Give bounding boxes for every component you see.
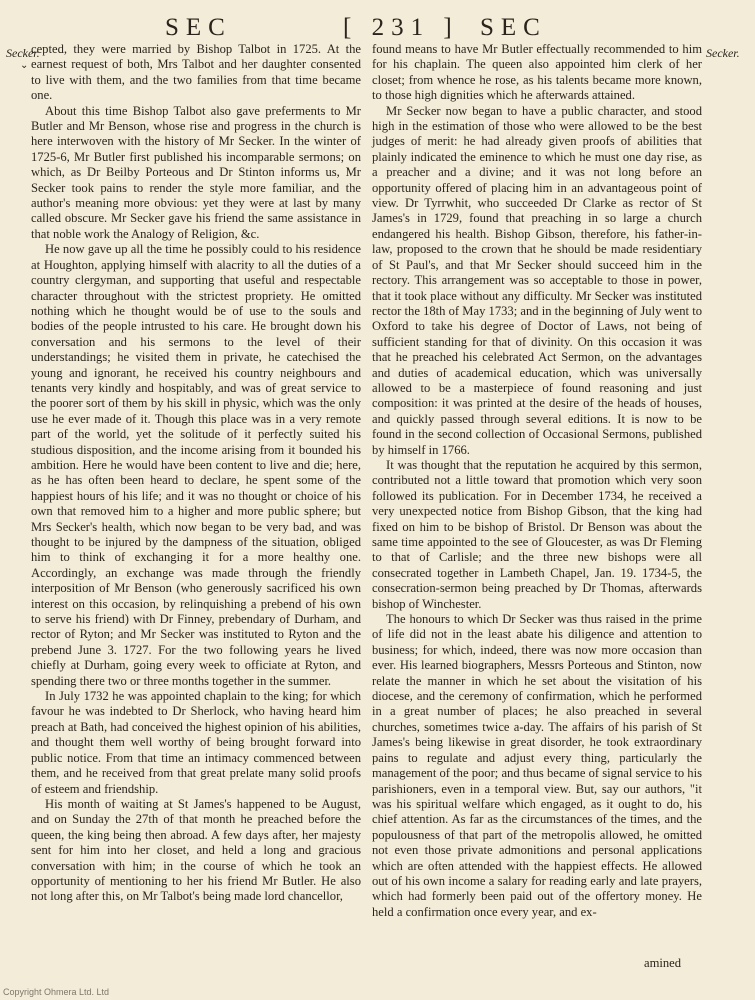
left-paragraph: About this time Bishop Talbot also gave preferments to Mr Butler and Mr Benson, whose rise and progress in the church is here interwoven with the history of Mr Secker. In the winter of 1725-6, Mr Butler first published his incomparable sermons; on which, as Dr Beilby Porteous and Dr Stinton informs us, Mr Secker took pains to render the style more familiar, and the author's meaning more obvious: yet they were at last by many called obscure. Mr Secker gave his friend the same assistance in that noble work the Analogy of Religion, &c. [31, 103, 361, 241]
catchword: amined [644, 956, 682, 970]
right-paragraph: The honours to which Dr Secker was thus raised in the prime of life did not in the least abate his diligence and attention to business; for which, indeed, there was now more occasion than ever. His learned biographers, Messrs Porteous and Stinton, now relate the manner in which he set about the visitation of his diocese, and the ceremony of confirmation, which he performed in a great number of places; he also preached in several churches, sometimes twice a-day. The affairs of his parish of St James's being likewise in great disorder, he took extraordinary pains to regulate and adjust every thing, particularly the management of the poor; and thus became of signal service to his parishioners, even in a temporal view. But, say our authors, "it was his spiritual welfare which engaged, as it ought to do, his chief attention. As far as the circumstances of the times, and the populousness of that part of the metropolis allowed, he omitted not even those private admonitions and personal applications which are often attended with the happiest effects. He allowed out of his own income a salary for reading early and late prayers, which had formerly been paid out of the offertory money. He held a confirmation once every year, and ex- [372, 612, 702, 919]
right-paragraph: Mr Secker now began to have a public character, and stood high in the estimation of those who were allowed to be the best judges of merit: he had already given proofs of abilities that plainly indicated the eminence to which he must one day rise, as a preacher and a divine; and it was not long before an opportunity offered of placing him in an advantageous point of view. Dr Tyrrwhit, who succeeded Dr Clarke as rector of St James's in 1729, found that preaching in so large a church endangered his health. Bishop Gibson, therefore, his father-in-law, proposed to the crown that he should be made residentiary of St Paul's, and that Mr Secker should succeed him in the rectory. This arrangement was so acceptable to those in power, that it took place without any difficulty. Mr Secker was instituted rector the 18th of May 1733; and in the beginning of July went to Oxford to take his degree of Doctor of Laws, not being of sufficient standing for that of divinity. On this occasion it was that he preached his celebrated Act Sermon, on the advantages and duties of academical education, which was universally allowed to be a masterpiece of found reasoning and just composition: it was printed at the desire of the heads of houses, and quickly passed through several editions. It is now to be found in the second collection of Occasional Sermons, published by himself in 1766. [372, 103, 702, 457]
right-text-column [372, 42, 702, 920]
right-paragraph: It was thought that the reputation he acquired by this sermon, contributed not a little toward that promotion which very soon followed its publication. For in December 1734, he received a very unexpected notice from Bishop Gibson, that the king had fixed on him to be bishop of Bristol. Dr Benson was about the same time appointed to the see of Gloucester, as was Dr Fleming to that of Carlisle; and the three new bishops were all consecrated together in Lambeth Chapel, Jan. 19. 1734-5, the consecration-sermon being preached by Dr Thomas, afterwards bishop of Winchester. [372, 457, 702, 611]
margin-note-right: Secker. [706, 46, 740, 60]
left-paragraph: cepted, they were married by Bishop Talbot in 1725. At the earnest request of both, Mrs Talbot and her daughter consented to live with them, and the two families from that time became one. [31, 42, 361, 103]
header-right-title: SEC [480, 14, 547, 41]
header-left-title: SEC [165, 14, 232, 41]
left-text-column [31, 42, 361, 905]
copyright-watermark: Copyright Ohmera Ltd. Ltd [3, 987, 110, 997]
margin-mark-icon: ⌄ [20, 60, 29, 71]
page-number: [ 231 ] [343, 14, 459, 41]
margin-note-left: Secker. [6, 46, 40, 60]
right-paragraph: found means to have Mr Butler effectually recommended to him for his chaplain. The queen also appointed him clerk of her closet; from whence he rose, as his talents became more known, to those high dignities which he afterwards attained. [372, 42, 702, 103]
left-paragraph: His month of waiting at St James's happened to be August, and on Sunday the 27th of that month he preached before the queen, the king being then abroad. A few days after, her majesty sent for him into her closet, and held a long and gracious conversation with him; in the course of which he took an opportunity of mentioning to her his friend Mr Butler. He also not long after this, on Mr Talbot's being made lord chancellor, [31, 796, 361, 904]
left-paragraph: In July 1732 he was appointed chaplain to the king; for which favour he was indebted to Dr Sherlock, who having heard him preach at Bath, had conceived the highest opinion of his abilities, and thought them well worthy of being brought forward into public notice. From that time an intimacy commenced between them, and he received from that great prelate many solid proofs of esteem and friendship. [31, 689, 361, 796]
left-paragraph: He now gave up all the time he possibly could to his residence at Houghton, applying himself with alacrity to all the duties of a country clergyman, and supporting that useful and respectable character throughout with the strictest propriety. He omitted nothing which he thought would be of use to the souls and bodies of the people intrusted to his care. He brought down his conversation and his sermons to the level of their understandings; he visited them in private, he catechised the young and ignorant, he received his country neighbours and tenants very kindly and hospitably, and was of great service to the poorer sort of them by his skill in physic, which was the only use he ever made of it. Though this place was in a very remote part of the world, yet the solitude of it perfectly suited his studious disposition, and the income arising from it bounded his ambition. Here he would have been content to live and die; here, as he has often been heard to declare, he spent some of the happiest hours of his life; and it was no thought or choice of his own that removed him to a higher and more public sphere; but Mrs Secker's health, which now began to be very bad, and was thought to be injured by the dampness of the situation, obliged him to think of exchanging it for a more healthy one. Accordingly, an exchange was made through the friendly interposition of Mr Benson (who generously sacrificed his own interest on this occasion, by relinquishing a prebend of his own to serve his friend) with Dr Finney, prebendary of Durham, and rector of Ryton; and Mr Secker was instituted to Ryton and the prebend June 3. 1727. For the two following years he lived chiefly at Durham, going every week to officiate at Ryton, and spending there two or three months together in the summer. [31, 242, 361, 688]
